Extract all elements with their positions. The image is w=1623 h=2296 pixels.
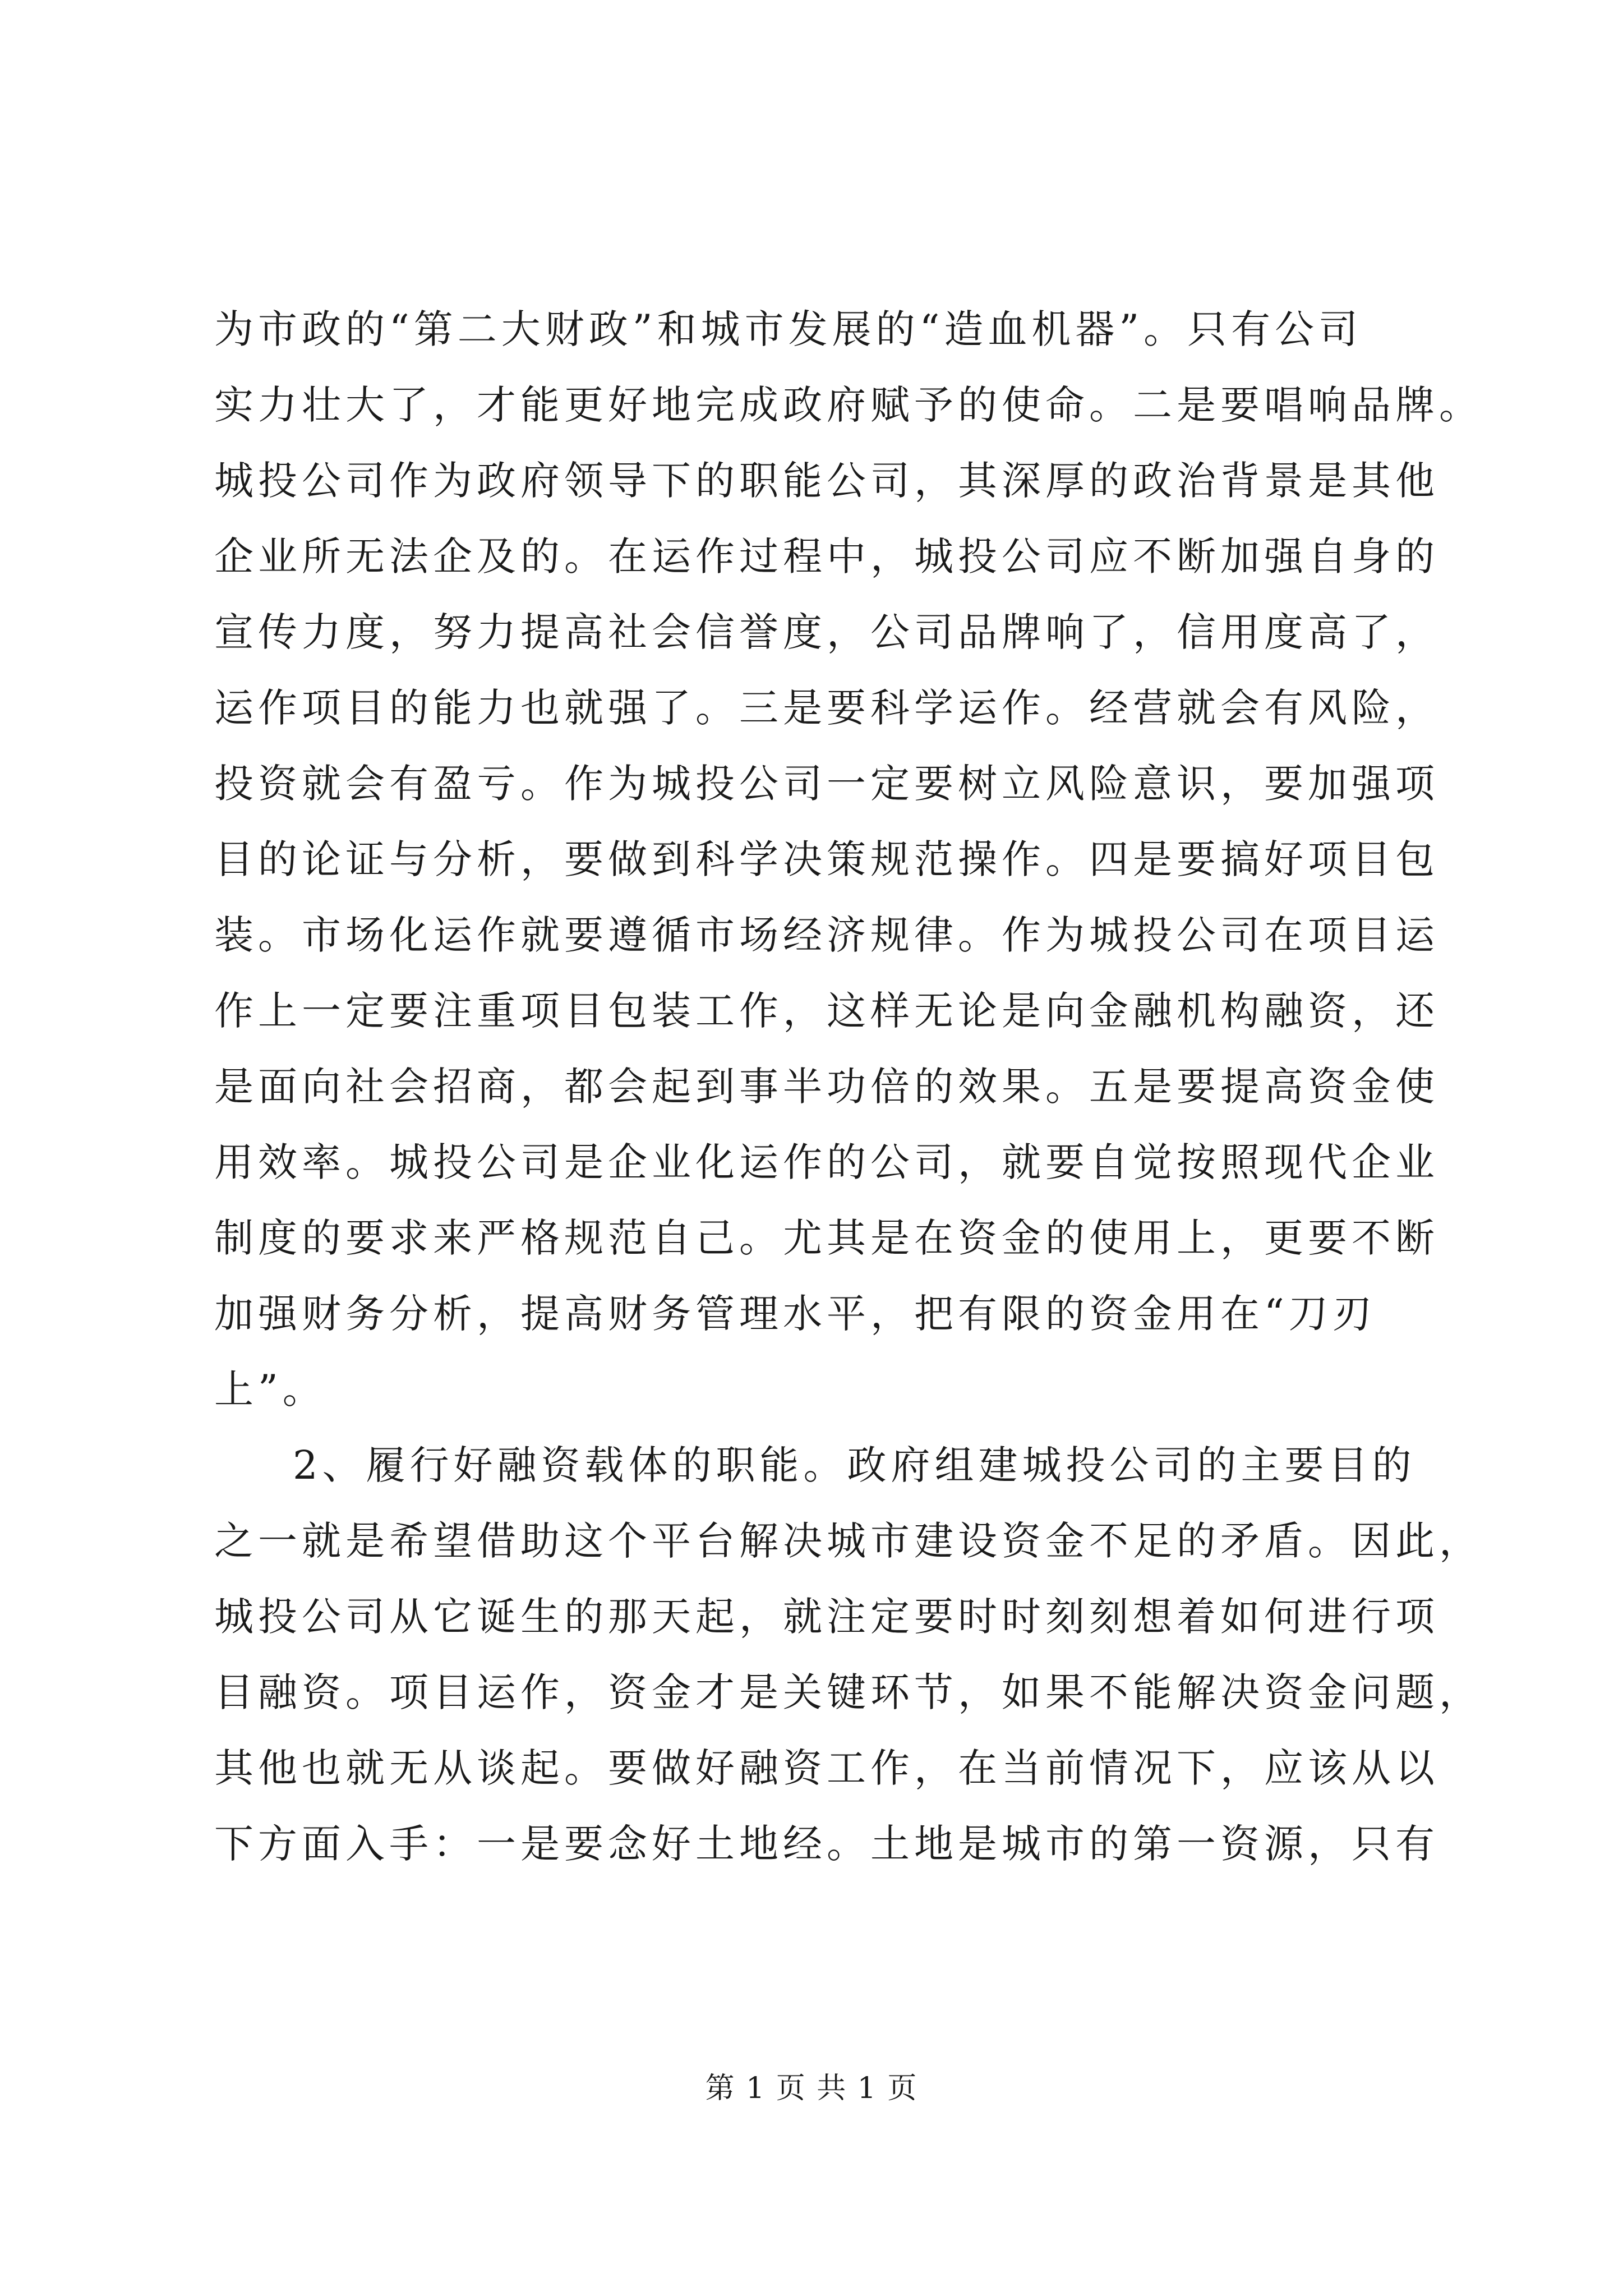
- text-line: 城投公司作为政府领导下的职能公司，其深厚的政治背景是其他: [214, 458, 1439, 504]
- paragraph-start-line: 2、履行好融资载体的职能。政府组建城投公司的主要目的: [293, 1442, 1416, 1488]
- text-line: 上”。: [214, 1366, 326, 1412]
- text-line: 作上一定要注重项目包装工作，这样无论是向金融机构融资，还: [214, 988, 1439, 1034]
- text-line: 投资就会有盈亏。作为城投公司一定要树立风险意识，要加强项: [214, 761, 1439, 807]
- text-line: 企业所无法企及的。在运作过程中，城投公司应不断加强自身的: [214, 533, 1439, 579]
- text-line: 为市政的“第二大财政”和城市发展的“造血机器”。只有公司: [214, 306, 1363, 352]
- text-line: 目的论证与分析，要做到科学决策规范操作。四是要搞好项目包: [214, 836, 1439, 882]
- text-line: 是面向社会招商，都会起到事半功倍的效果。五是要提高资金使: [214, 1064, 1439, 1110]
- text-line: 下方面入手：一是要念好土地经。土地是城市的第一资源，只有: [214, 1821, 1439, 1867]
- text-line: 制度的要求来严格规范自己。尤其是在资金的使用上，更要不断: [214, 1215, 1439, 1261]
- document-body: [214, 292, 1483, 1882]
- text-line: 其他也就无从谈起。要做好融资工作，在当前情况下，应该从以: [214, 1745, 1439, 1791]
- page-number-label: 第 1 页 共 1 页: [705, 2072, 918, 2105]
- text-line: 运作项目的能力也就强了。三是要科学运作。经营就会有风险，: [214, 685, 1439, 731]
- text-line: 城投公司从它诞生的那天起，就注定要时时刻刻想着如何进行项: [214, 1594, 1439, 1640]
- text-line: 宣传力度，努力提高社会信誉度，公司品牌响了，信用度高了，: [214, 609, 1439, 655]
- text-line: 用效率。城投公司是企业化运作的公司，就要自觉按照现代企业: [214, 1139, 1439, 1185]
- text-line: 之一就是希望借助这个平台解决城市建设资金不足的矛盾。因此，: [214, 1518, 1483, 1564]
- text-line: 装。市场化运作就要遵循市场经济规律。作为城投公司在项目运: [214, 912, 1439, 958]
- text-line: 目融资。项目运作，资金才是关键环节，如果不能解决资金问题，: [214, 1669, 1483, 1715]
- text-line: 加强财务分析，提高财务管理水平，把有限的资金用在“刀刃: [214, 1291, 1376, 1337]
- page-footer: [0, 2069, 1623, 2108]
- text-line: 实力壮大了，才能更好地完成政府赋予的使命。二是要唱响品牌。: [214, 382, 1483, 428]
